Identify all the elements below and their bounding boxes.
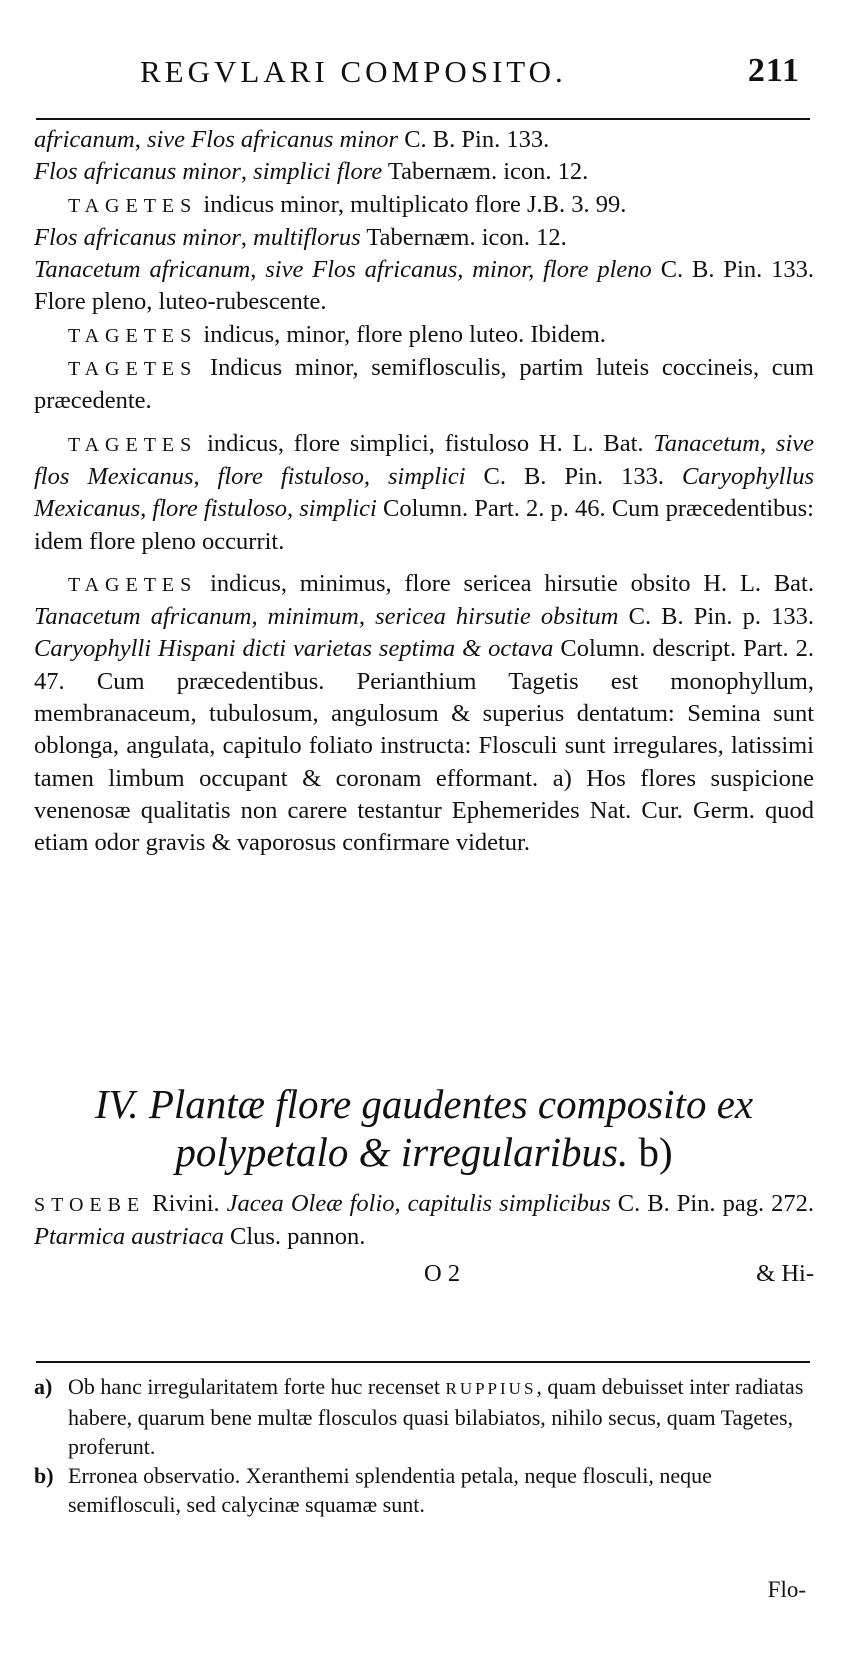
italic-text: Caryophyllus Mexicanus, flore fistuloso, simplici (34, 462, 814, 523)
footnote-text (68, 1372, 814, 1461)
italic-text: Tanacetum africanum, sive Flos africanus, minor, flore pleno (34, 256, 652, 284)
italic-text: Jacea Oleæ folio, capitulis simplicibus (226, 1190, 611, 1217)
paragraph (34, 1188, 814, 1254)
text: C. B. Pin. 133. (398, 126, 550, 153)
paragraph (34, 124, 814, 156)
genus-name: TAGETES (68, 358, 198, 381)
text: C. B. Pin. 133. Flore pleno, luteo-rubescente. (34, 256, 814, 316)
paragraph (34, 156, 814, 188)
footnote (34, 1372, 814, 1461)
text: indicus, flore simplici, fistuloso H. L. Bat. (197, 429, 654, 457)
italic-text: Flos africanus minor (34, 223, 241, 251)
text: , (240, 223, 254, 251)
text: Ob hanc irregularitatem forte huc recenset (68, 1374, 446, 1399)
main-text (34, 124, 814, 860)
text: , (240, 158, 254, 186)
genus-name: TAGETES (68, 194, 198, 217)
signature-mark: O 2 (424, 1260, 461, 1287)
footnote-rule (36, 1361, 810, 1363)
header-rule (36, 118, 810, 120)
italic-text: Tanacetum africanum, minimum, sericea hirsutie obsitum (34, 603, 619, 631)
paragraph (34, 568, 814, 860)
paragraph (34, 189, 814, 222)
text: indicus, minimus, flore sericea hirsutie obsito H. L. Bat. (197, 569, 814, 597)
text: Column. Part. 2. p. 46. Cum præcedentibus: idem flore pleno occurrit. (34, 495, 814, 555)
text: indicus, minor, flore pleno luteo. Ibidem. (197, 320, 606, 348)
signature-line (34, 1260, 814, 1294)
footnotes (34, 1372, 814, 1519)
footer-catchword: Flo- (767, 1577, 806, 1602)
italic-text: Ptarmica austriaca (34, 1223, 224, 1251)
section-heading (34, 1080, 814, 1176)
paragraph (34, 428, 814, 558)
paragraph (34, 254, 814, 319)
text: C. B. Pin. 133. (465, 462, 682, 490)
italic-text: africanum (34, 126, 135, 153)
text: C. B. Pin. pag. 272. (610, 1190, 814, 1217)
genus-name: TAGETES (68, 573, 198, 596)
genus-name: TAGETES (68, 324, 198, 347)
text: indicus minor, multiplicato flore J.B. 3. 99. (197, 190, 627, 218)
genus-name: STOEBE (34, 1194, 146, 1216)
text: , quam debuisset inter radiatas habere, quarum bene multæ flosculos quasi bilabiatos, nihilo secus, quam Tagetes, proferunt. (68, 1374, 804, 1459)
italic-text: sive Flos africanus minor (146, 126, 399, 153)
running-header (130, 46, 800, 94)
page-number: 211 (747, 52, 800, 89)
paragraph (34, 352, 814, 418)
section-heading-text: IV. Plantæ flore gaudentes composito ex polypetalo & irregularibus. (94, 1081, 754, 1175)
footnote-mark: b) (34, 1463, 54, 1488)
author-name: RUPPIUS (445, 1379, 537, 1398)
italic-text: Tanacetum, sive flos Mexicanus, flore fistuloso, simplici (34, 429, 814, 490)
text: , (134, 126, 147, 153)
text: Rivini. (145, 1190, 227, 1217)
italic-text: Caryophylli Hispani dicti varietas septima & octava (34, 635, 554, 663)
italic-text: simplici flore (253, 158, 383, 186)
italic-text: multiflorus (253, 223, 361, 251)
footnote-text: Erronea observatio. Xeranthemi splendentia petala, neque flosculi, neque semiflosculi, sed calycinæ squamæ sunt. (68, 1463, 712, 1517)
catchword: & Hi- (756, 1260, 814, 1287)
section-text (34, 1188, 814, 1254)
footnote-ref: b) (628, 1129, 673, 1175)
running-title: REGVLARI COMPOSITO. (140, 54, 567, 89)
text: Column. descript. Part. 2. 47. Cum præcedentibus. Perianthium Tagetis est monophyllum, membranaceum, tubulosum, angulosum & superius dentatum: Semina sunt oblonga, angulata, capitulo foliato instructa: Flosculi sunt irregulares, latissimi tamen limbum occupant & coronam efformant. a) Hos flores suspicione venenosæ qualitatis non carere testantur Ephemerides Nat. Cur. Germ. quod etiam odor gravis & vaporosus confirmare videtur. (34, 635, 814, 857)
genus-name: TAGETES (68, 433, 198, 456)
text: Tabernæm. icon. 12. (382, 158, 589, 186)
footnote-mark: a) (34, 1374, 53, 1399)
text: Tabernæm. icon. 12. (360, 223, 567, 251)
text: C. B. Pin. p. 133. (618, 603, 814, 631)
paragraph (34, 222, 814, 254)
footnote (34, 1461, 814, 1519)
text: Indicus minor, semiflosculis, partim luteis coccineis, cum præcedente. (34, 354, 814, 415)
paragraph (34, 319, 814, 352)
italic-text: Flos africanus minor (34, 158, 241, 186)
text: Clus. pannon. (223, 1223, 366, 1251)
